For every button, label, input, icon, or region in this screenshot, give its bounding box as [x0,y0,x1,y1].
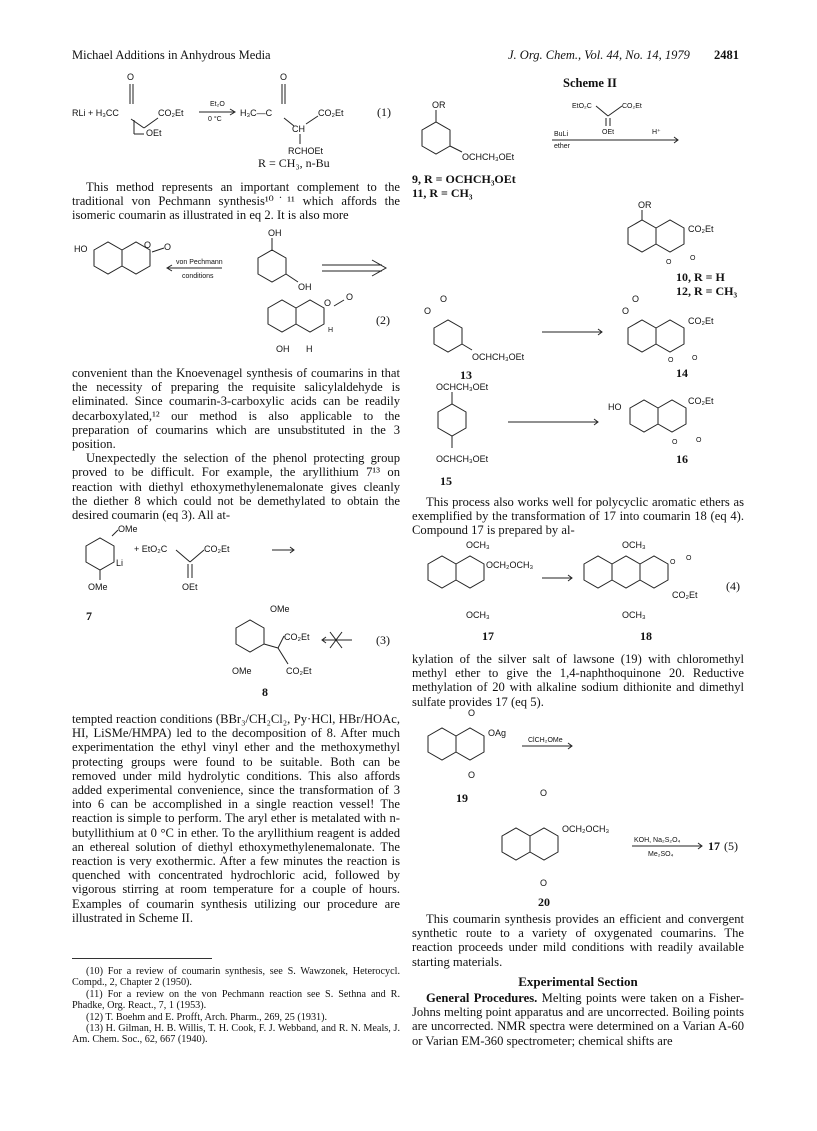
compound-7-label: 7 [86,609,92,623]
svg-text:OMe: OMe [232,666,252,676]
svg-text:O: O [686,555,692,562]
eq1-r-definition: R = CH₃, n-Bu [258,156,330,170]
right-paragraph-4: General Procedures. Melting points were taken on a Fisher-Johns melting point apparatus and are uncorrected. Boiling points are uncorrected. NMR spectra were determined on a Varian A-60 or Varian EM-360 spectrometer; chemical shifts are [412,991,744,1048]
svg-text:OCHCH₃OEt: OCHCH₃OEt [472,352,525,362]
svg-text:CO₂Et: CO₂Et [204,544,230,554]
footnote-rule [72,958,212,959]
compound-20-label: 20 [538,895,550,909]
svg-text:CO₂Et: CO₂Et [318,108,344,118]
compound-14-label: 14 [676,366,688,380]
svg-text:OEt: OEt [182,582,198,592]
svg-text:CO₂Et: CO₂Et [688,396,714,406]
svg-text:O: O [690,255,696,262]
svg-text:+ EtO₂C: + EtO₂C [134,544,168,554]
svg-text:OH: OH [298,282,312,292]
svg-text:O: O [622,306,630,316]
equation-4-structure [412,538,744,638]
svg-text:OCHCH₃OEt: OCHCH₃OEt [436,382,489,392]
svg-text:O: O [144,240,152,250]
right-paragraph-3: This coumarin synthesis provides an efficient and convergent synthetic route to a variety of oxygenated coumarins. The reaction proceeds under mild conditions with readily available starting materials. [412,912,744,969]
compound-18-label: 18 [640,629,652,643]
svg-text:OR: OR [638,200,652,210]
svg-text:ClCH₂OMe: ClCH₂OMe [528,737,563,744]
svg-text:OCH₂OCH₃: OCH₂OCH₃ [562,824,610,834]
compound-10-label: 10, R = H [676,270,725,284]
equation-1-structure [72,72,412,162]
running-head: Michael Additions in Anhydrous Media [72,48,271,62]
svg-text:0 °C: 0 °C [208,116,222,123]
svg-text:HO: HO [74,244,88,254]
footnote-10: (10) For a review of coumarin synthesis, see S. Wawzonek, Heterocycl. Compd., 2, Chapter 2 (1950). [72,966,400,989]
svg-text:O: O [670,559,676,566]
svg-text:H: H [328,327,334,334]
equation-2-structure [72,228,402,358]
svg-text:OEt: OEt [146,128,162,138]
svg-text:OH: OH [276,344,290,354]
left-paragraph-4: tempted reaction conditions (BBr₃/CH₂Cl₂, Py·HCl, HBr/HOAc, HI, LiSMe/HMPA) led to the decomposition of 8. After much experimentation the ethyl vinyl ether and the methoxymethyl protecting groups were found to be suitable. Both can be removed under mild hydrolytic conditions. This also affords added experimental convenience, since the transformation of 3 into 6 can be accomplished in a single reaction vessel! The reaction is simple to perform. The aryl ether is metalated with n-butyllithium at 0 °C in ether. To the aryllithium reagent is added an ethereal solution of diethyl ethoxymethylenemalonate. The reaction is very exothermic. After a few minutes the reaction is quenched with concentrated hydrochloric acid, followed by vigorous stirring at room temperature for a couple of hours. Examples of coumarin synthesis utilizing our procedure are illustrated in Scheme II. [72,712,400,925]
svg-text:O: O [632,294,640,304]
footnote-12: (12) T. Boehm and E. Profft, Arch. Pharm., 269, 25 (1931). [86,1011,328,1023]
svg-text:OCH₃: OCH₃ [622,540,646,550]
svg-text:BuLi: BuLi [554,131,569,138]
svg-text:RLi + H₃CC: RLi + H₃CC [72,108,119,118]
svg-text:EtO₂C: EtO₂C [572,103,592,110]
svg-text:CO₂Et: CO₂Et [286,666,312,676]
svg-text:O: O [164,242,172,252]
general-procedures-label: General Procedures. [426,991,538,1005]
svg-text:OEt: OEt [602,129,615,136]
svg-text:CO₂Et: CO₂Et [688,316,714,326]
svg-text:CH: CH [292,124,305,134]
svg-text:CO₂Et: CO₂Et [158,108,184,118]
svg-text:conditions: conditions [182,273,214,280]
left-paragraph-2: convenient than the Knoevenagel synthesis of coumarins in that the necessity of preparing the requisite salicylaldehyde is eliminated. Since coumarin-3-carboxylic acids can be readily decarboxylated,¹² our method is also applicable to the preparation of coumarins which are unsubstituted in the 3 position. Unexpectedly the selection of the phenol protecting group proved to be difficult. For example, the aryllithium 7¹³ on reaction with diethyl ethoxymethylenemalonate gives cleanly the diether 8 which could not be demethylated to obtain the desired coumarin (eq 3). All at- [72,366,400,523]
journal-citation: J. Org. Chem., Vol. 44, No. 14, 1979 [508,48,690,62]
svg-text:OCH₃: OCH₃ [622,610,646,620]
svg-text:OCHCH₃OEt: OCHCH₃OEt [436,454,489,464]
svg-text:O: O [540,878,548,888]
compound-17-label: 17 [482,629,494,643]
compound-15-label: 15 [440,474,452,488]
svg-text:O: O [666,259,672,266]
footnote-13: (13) H. Gilman, H. B. Willis, T. H. Cook, F. J. Webband, and R. N. Meals, J. Am. Chem. Soc., 62, 667 (1940). [72,1023,400,1046]
right-paragraph-1: This process also works well for polycyclic aromatic ethers as exemplified by the transformation of 17 into coumarin 18 (eq 4). Compound 17 is prepared by al- [412,495,744,538]
svg-text:Li: Li [116,558,124,568]
svg-text:OMe: OMe [118,524,138,534]
svg-text:OAg: OAg [488,728,507,738]
svg-text:O: O [280,72,288,82]
equation-3-structure [72,524,402,704]
svg-text:O: O [668,357,674,364]
svg-text:(1): (1) [377,105,391,119]
experimental-heading: Experimental Section [518,974,638,989]
svg-text:CO₂Et: CO₂Et [672,590,698,600]
svg-text:OCH₃: OCH₃ [466,610,490,620]
svg-text:OMe: OMe [270,604,290,614]
compound-12-label: 12, R = CH₃ [676,284,738,298]
svg-text:ether: ether [554,143,570,150]
compound-11-label: 11, R = CH₃ [412,186,473,200]
scheme-2-structures [412,92,742,532]
svg-text:O: O [696,437,702,444]
svg-text:O: O [672,439,678,446]
svg-text:Me₂SO₄: Me₂SO₄ [648,851,674,858]
svg-text:CO₂Et: CO₂Et [622,103,642,110]
page-number: 2481 [714,48,739,62]
svg-text:O: O [324,298,332,308]
equation-5-structure [412,706,744,906]
svg-text:O: O [424,306,432,316]
svg-text:17: 17 [708,839,720,853]
svg-text:OMe: OMe [88,582,108,592]
compound-19-label: 19 [456,791,468,805]
svg-text:O: O [440,294,448,304]
svg-text:OCH₃: OCH₃ [466,540,490,550]
svg-text:(3): (3) [376,633,390,647]
svg-text:CO₂Et: CO₂Et [284,632,310,642]
svg-text:RCHOEt: RCHOEt [288,146,324,156]
scheme-title: Scheme II [563,76,617,90]
compound-16-label: 16 [676,452,688,466]
svg-text:(2): (2) [376,313,390,327]
svg-text:CO₂Et: CO₂Et [688,224,714,234]
svg-text:KOH, Na₂S₂O₄: KOH, Na₂S₂O₄ [634,837,681,844]
compound-9-label: 9, R = OCHCH₃OEt [412,172,516,186]
left-paragraph-1: This method represents an important complement to the traditional von Pechmann synthesis¹⁰˙¹¹ which affords the isomeric coumarin as illustrated in eq 2. It is also more [72,180,400,223]
footnotes [72,966,400,1046]
svg-text:OCH₂OCH₃: OCH₂OCH₃ [486,560,534,570]
svg-text:OR: OR [432,100,446,110]
svg-text:H₃C—C: H₃C—C [240,108,273,118]
svg-text:H⁺: H⁺ [652,129,661,136]
compound-8-label: 8 [262,685,268,699]
footnote-11: (11) For a review on the von Pechmann reaction see S. Sethna and R. Phadke, Org. React., 7, 1 (1953). [72,988,400,1012]
svg-text:(4): (4) [726,579,740,593]
svg-text:O: O [468,770,476,780]
svg-text:OH: OH [268,228,282,238]
svg-text:H: H [306,344,313,354]
svg-text:OCHCH₃OEt: OCHCH₃OEt [462,152,515,162]
svg-text:HO: HO [608,402,622,412]
right-paragraph-2: kylation of the silver salt of lawsone (19) with chloromethyl methyl ether to give the 1,4-naphthoquinone 20. Reductive methylation of 20 with alkaline sodium dithionite and dimethyl sulfate provides 17 (eq 5). [412,652,744,709]
svg-text:O: O [692,355,698,362]
svg-text:O: O [127,72,135,82]
svg-text:O: O [346,292,354,302]
compound-13-label: 13 [460,368,472,382]
svg-text:O: O [540,788,548,798]
svg-text:O: O [468,708,476,718]
svg-text:(5): (5) [724,839,738,853]
svg-text:von Pechmann: von Pechmann [176,259,223,266]
svg-text:Et₂O: Et₂O [210,101,225,108]
